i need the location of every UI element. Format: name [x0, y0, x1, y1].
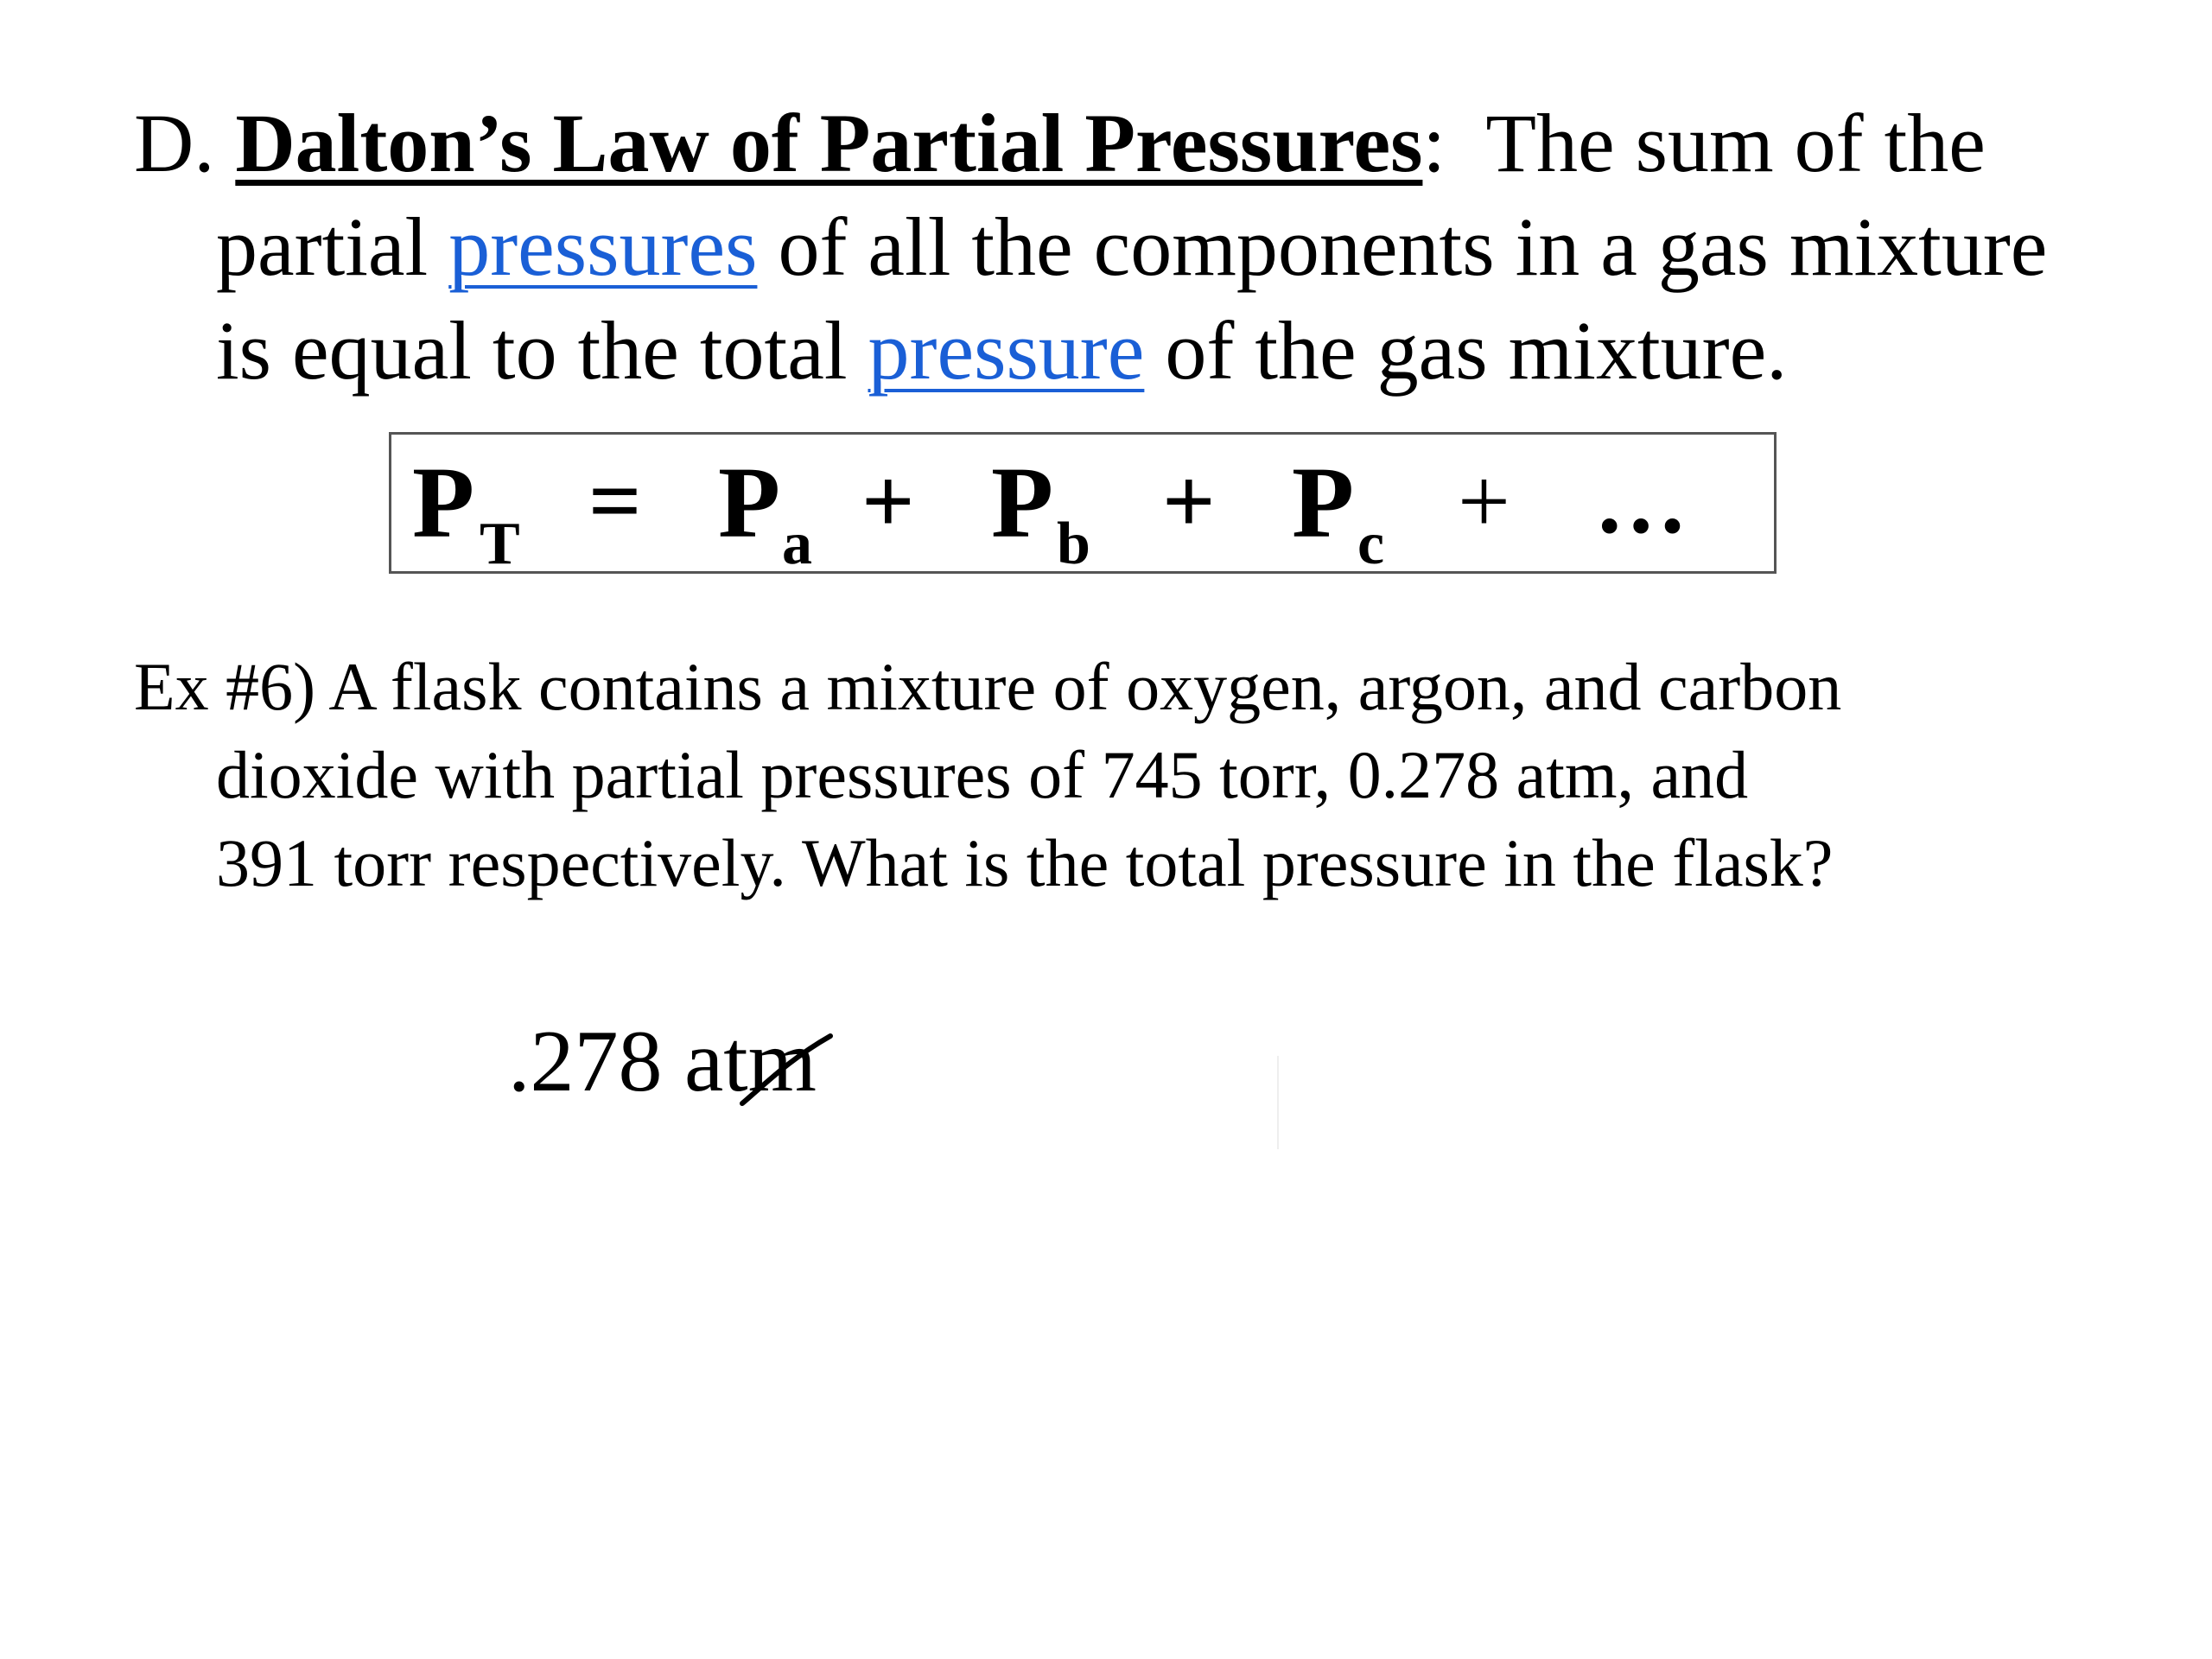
example-line-2: dioxide with partial pressures of 745 torr, 0.278 atm, and — [216, 737, 1749, 812]
pc-subscript: c — [1357, 511, 1385, 577]
plus-sign-3: + — [1458, 450, 1510, 553]
formula-box — [389, 432, 1777, 577]
law-title: Dalton’s Law of Partial Pressures — [235, 97, 1423, 189]
equals-sign: = — [588, 450, 642, 553]
plus-sign-2: + — [1162, 450, 1216, 553]
pc-symbol: P — [1292, 446, 1355, 559]
ellipsis: … — [1594, 450, 1688, 553]
cancel-unit-mark — [739, 1033, 834, 1110]
pressures-link[interactable]: pressures — [448, 200, 758, 293]
title-colon: : — [1422, 97, 1446, 189]
heading-line-1 — [134, 97, 1986, 189]
example-line-1: Ex #6) A flask contains a mixture of oxygen, argon, and carbon — [134, 649, 1842, 724]
pa-symbol: P — [718, 446, 781, 559]
heading-line-3 — [216, 304, 1788, 397]
heading-text-1: The sum of the — [1485, 97, 1986, 189]
faint-cursor-mark — [1277, 1056, 1279, 1149]
pa-subscript: a — [782, 511, 812, 577]
heading-text-2a: partial — [216, 200, 429, 293]
total-pressure-subscript: T — [480, 511, 520, 577]
pb-subscript: b — [1057, 511, 1090, 577]
heading-line-2 — [216, 200, 2048, 293]
work-value: .278 atm — [508, 1013, 817, 1110]
total-pressure-symbol: P — [412, 446, 475, 559]
example-line-3: 391 torr respectively. What is the total pressure in the flask? — [216, 825, 1834, 900]
heading-text-3b: of the gas mixture. — [1165, 304, 1788, 397]
heading-text-3a: is equal to the total — [216, 304, 848, 397]
pressure-link[interactable]: pressure — [868, 304, 1145, 397]
pb-symbol: P — [991, 446, 1054, 559]
section-label: D. — [134, 97, 215, 189]
plus-sign-1: + — [861, 450, 915, 553]
heading-text-2b: of all the components in a gas mixture — [778, 200, 2048, 293]
